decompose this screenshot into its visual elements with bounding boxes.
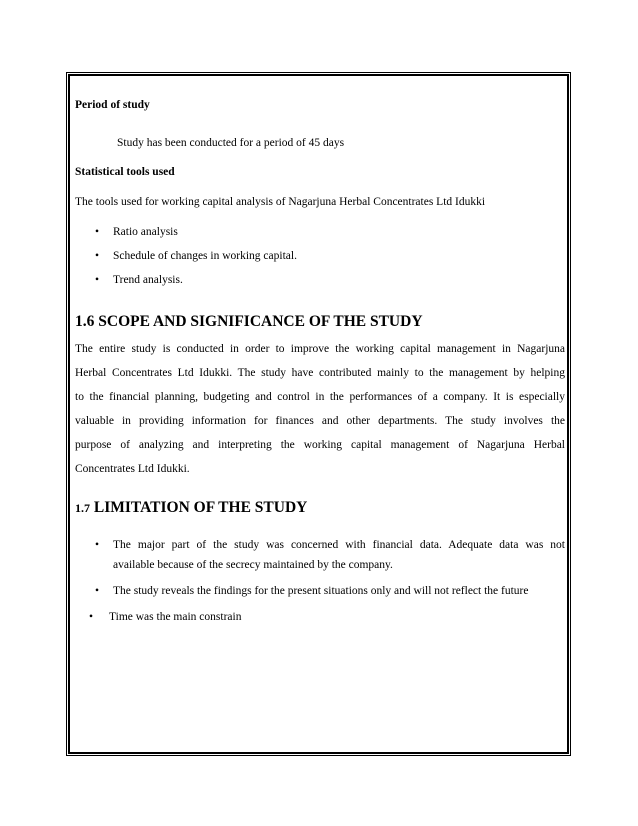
list-item <box>75 581 565 601</box>
limitation-number: 1.7 <box>75 501 90 515</box>
scope-line: Herbal Concentrates Ltd Idukki. The study have contributed mainly to the management by helping <box>75 367 565 379</box>
limitation-item-line: The study reveals the findings for the present situations only and will not reflect the future <box>113 585 529 597</box>
scope-heading <box>75 313 423 331</box>
limitation-item-line: Time was the main constrain <box>109 611 242 623</box>
list-item <box>75 250 565 274</box>
scope-line: to the financial planning, budgeting and control in the performances of a company. It is especially <box>75 391 565 403</box>
tools-item-schedule: Schedule of changes in working capital. <box>113 250 297 262</box>
tools-heading: Statistical tools used <box>75 166 175 178</box>
limitation-item-line: available because of the secrecy maintained by the company. <box>113 559 393 571</box>
limitation-list <box>75 535 565 627</box>
scope-line: Concentrates Ltd Idukki. <box>75 463 190 475</box>
limitation-item-line: The major part of the study was concerned with financial data. Adequate data was not <box>113 539 565 551</box>
scope-title: SCOPE AND SIGNIFICANCE OF THE STUDY <box>98 313 423 330</box>
scope-line: The entire study is conducted in order to improve the working capital management in Nagarjuna <box>75 343 565 355</box>
scope-line: valuable in providing information for finances and other departments. The study involves the <box>75 415 565 427</box>
limitation-heading <box>75 499 307 517</box>
list-item <box>75 607 565 627</box>
period-text: Study has been conducted for a period of 45 days <box>117 137 345 149</box>
tools-item-trend: Trend analysis. <box>113 274 183 286</box>
scope-paragraph <box>75 337 565 481</box>
bullet-icon: • <box>95 539 100 551</box>
tools-intro: The tools used for working capital analysis of Nagarjuna Herbal Concentrates Ltd Idukki <box>75 196 486 208</box>
list-item <box>75 535 565 575</box>
period-heading: Period of study <box>75 99 150 111</box>
scope-number: 1.6 <box>75 313 95 330</box>
bullet-icon: • <box>95 226 100 238</box>
list-item <box>75 226 565 250</box>
limitation-title: LIMITATION OF THE STUDY <box>93 499 308 516</box>
bullet-icon: • <box>95 585 100 597</box>
bullet-icon: • <box>95 250 100 262</box>
tools-item-ratio: Ratio analysis <box>113 226 178 238</box>
list-item <box>75 274 565 298</box>
scope-line: purpose of analyzing and interpreting the working capital management of Nagarjuna Herbal <box>75 439 565 451</box>
tools-list <box>75 226 565 298</box>
bullet-icon: • <box>95 274 100 286</box>
bullet-icon: • <box>89 611 94 623</box>
